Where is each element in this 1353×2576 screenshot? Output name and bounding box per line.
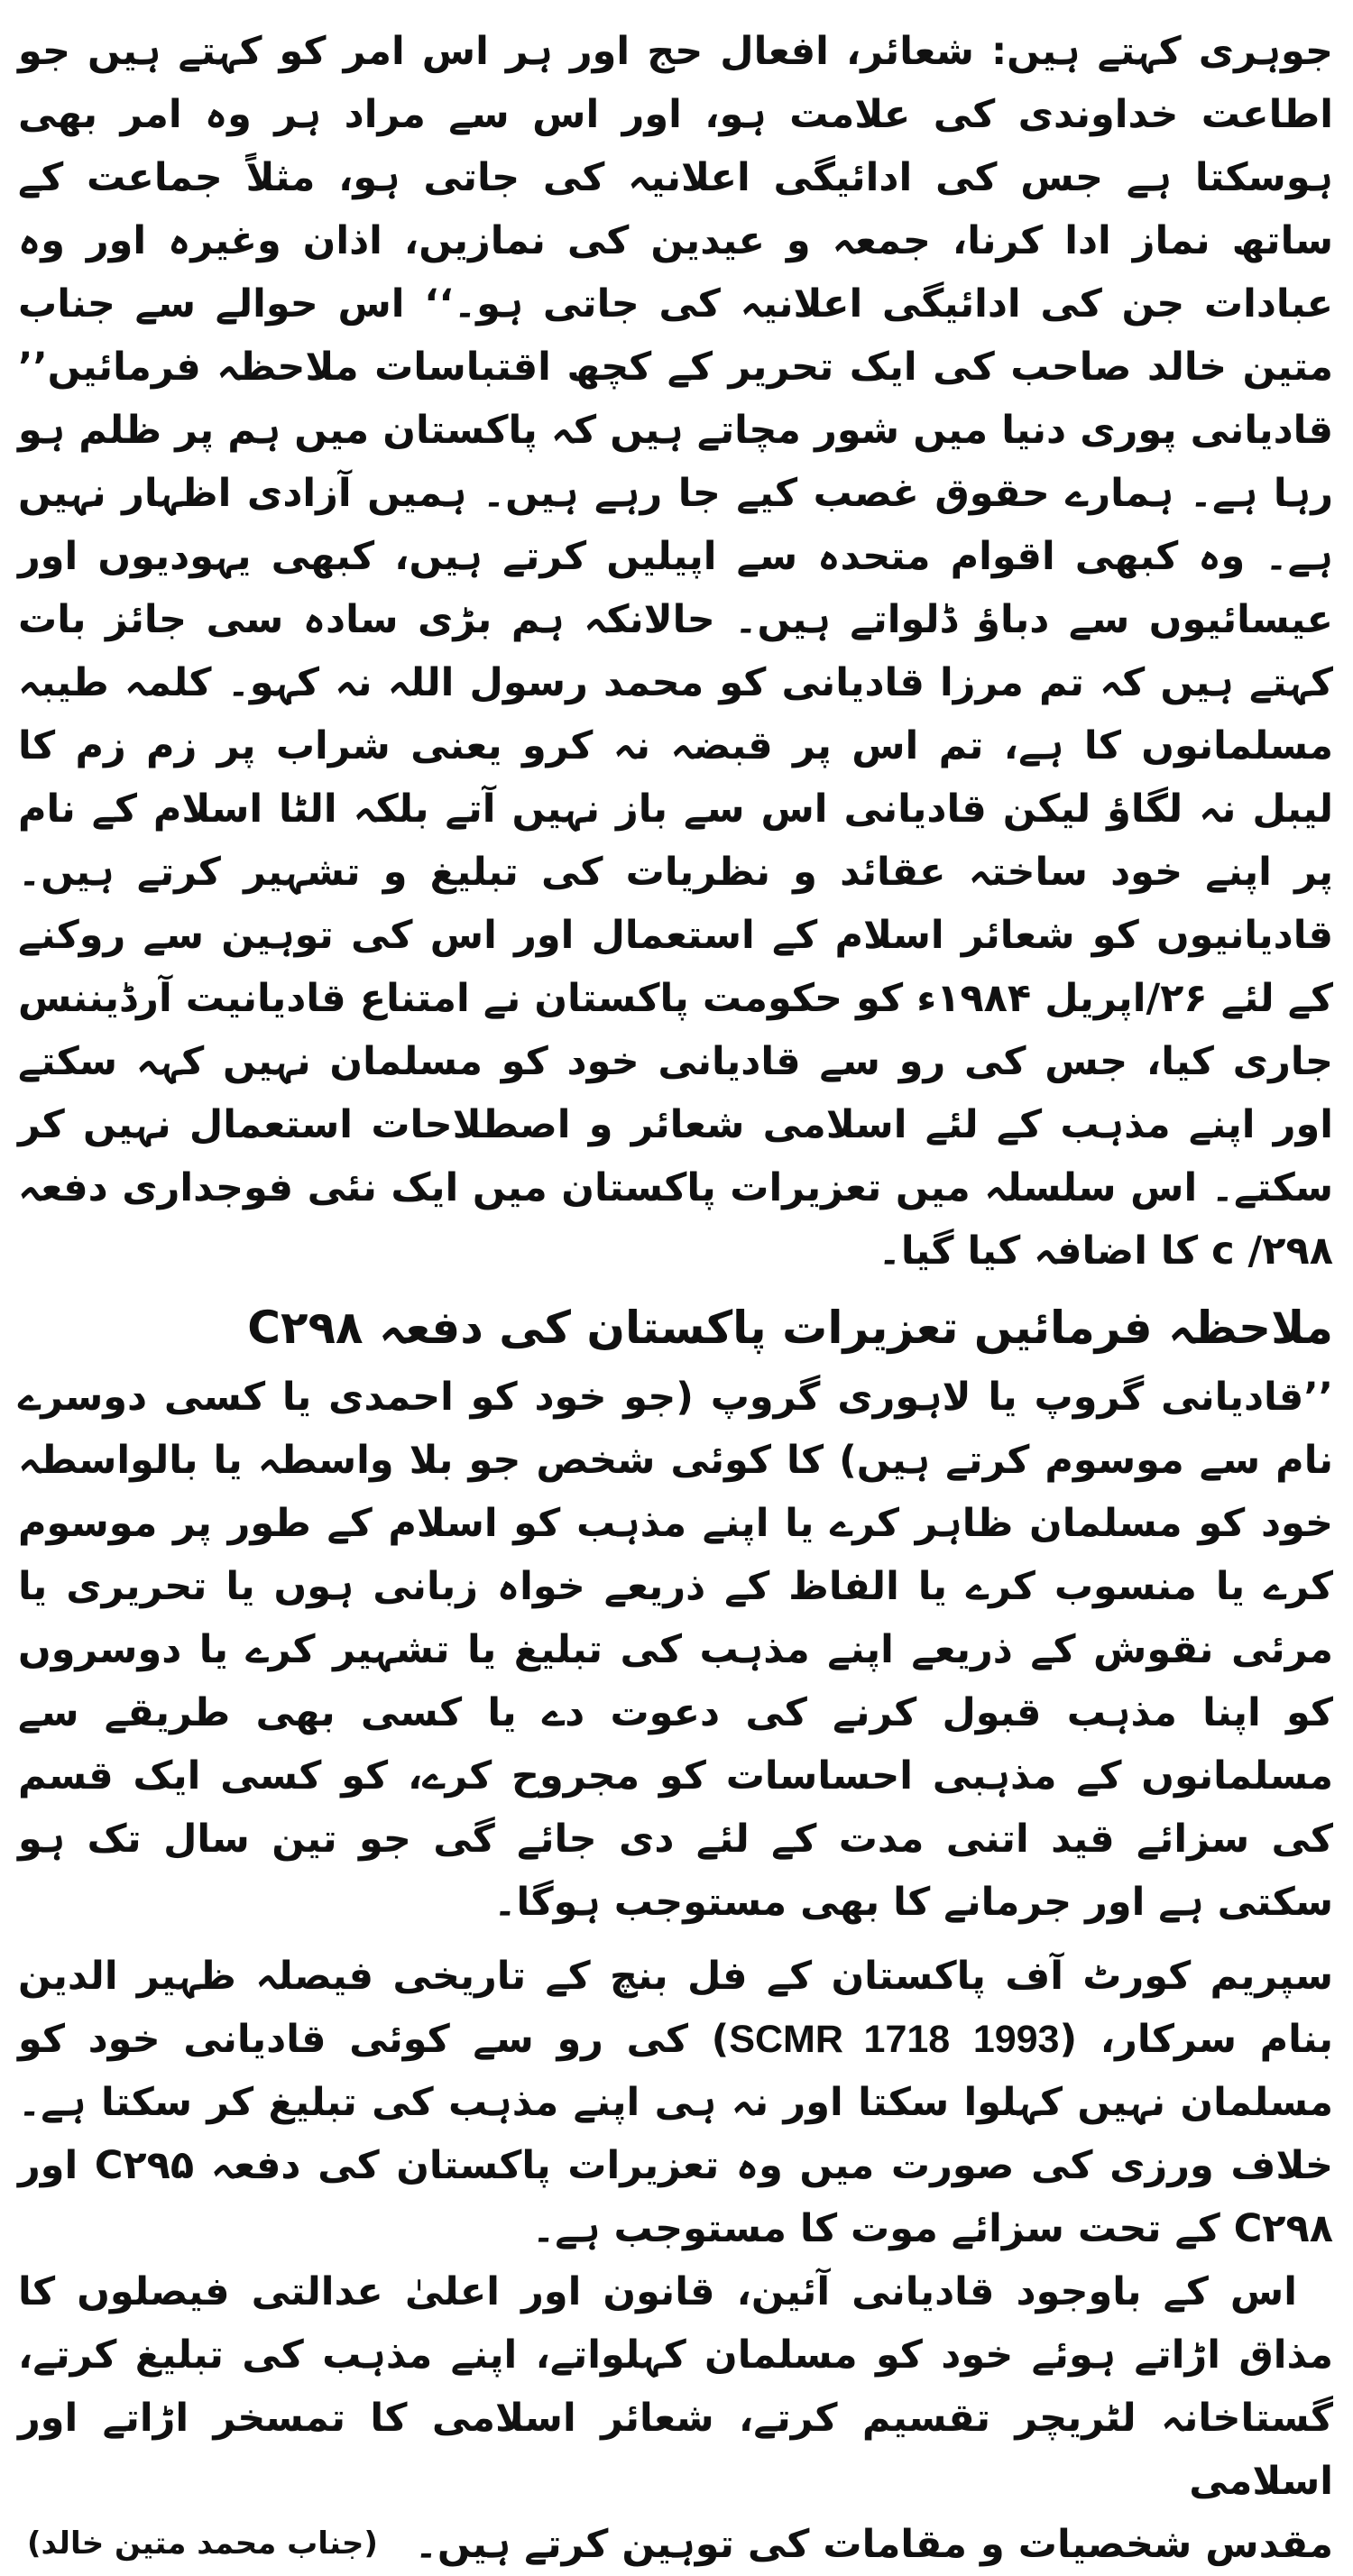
- footer-row: [18, 2513, 1333, 2576]
- legal-quote: ’’قادیانی گروپ یا لاہوری گروپ (جو خود کو احمدی یا کسی دوسرے نام سے موسوم کرتے ہیں) کا کوئی شخص جو بلا واسطہ یا بالواسطہ خود کو مسلمان ظاہر کرے یا اپنے مذہب کو اسلام کے طور پر موسوم کرے یا منسوب کرے یا الفاظ کے ذریعے خواہ زبانی ہوں یا تحریری یا مرئی نقوش کے ذریعے اپنے مذہب کی تبلیغ یا تشہیر کرے یا دوسروں کو اپنا مذہب قبول کرنے کی دعوت دے یا کسی بھی طریقے سے مسلمانوں کے مذہبی احساسات کو مجروح کرے، کو کسی ایک قسم کی سزائے قید اتنی مدت کے لئے دی جائے گی جو تین سال تک ہو سکتی ہے اور جرمانے کا بھی مستوجب ہوگا۔: [18, 1375, 1333, 1925]
- spacer: [18, 1934, 1333, 1945]
- paragraph-3: [18, 1945, 1333, 2260]
- section-heading: ملاحظہ فرمائیں تعزیرات پاکستان کی دفعہ C۲۹۸: [247, 1302, 1333, 1354]
- paragraph-1: جوہری کہتے ہیں: شعائر، افعال حج اور ہر اس امر کو کہتے ہیں جو اطاعت خداوندی کی علامت ہو، اور اس سے مراد ہر وہ امر بھی ہوسکتا ہے جس کی ادائیگی اعلانیہ کی جاتی ہو، مثلاً جماعت کے ساتھ نماز ادا کرنا، جمعہ و عیدین کی نمازیں، اذان وغیرہ اور وہ عبادات جن کی ادائیگی اعلانیہ کی جاتی ہو۔‘‘ اس حوالے سے جناب متین خالد صاحب کی ایک تحریر کے کچھ اقتباسات ملاحظہ فرمائیں’’ قادیانی پوری دنیا میں شور مچاتے ہیں کہ پاکستان میں ہم پر ظلم ہو رہا ہے۔ ہمارے حقوق غصب کیے جا رہے ہیں۔ ہمیں آزادی اظہار نہیں ہے۔ وہ کبھی اقوام متحدہ سے اپیلیں کرتے ہیں، کبھی یہودیوں اور عیسائیوں سے دباؤ ڈلواتے ہیں۔ حالانکہ ہم بڑی سادہ سی جائز بات کہتے ہیں کہ تم مرزا قادیانی کو محمد رسول اللہ نہ کہو۔ کلمہ طیبہ مسلمانوں کا ہے، تم اس پر قبضہ نہ کرو یعنی شراب پر زم زم کا لیبل نہ لگاؤ لیکن قادیانی اس سے باز نہیں آتے بلکہ الٹا اسلام کے نام پر اپنے خود ساختہ عقائد و نظریات کی تبلیغ و تشہیر کرتے ہیں۔ قادیانیوں کو شعائر اسلام کے استعمال اور اس کی توہین سے روکنے کے لئے ۲۶/اپریل ۱۹۸۴ء کو حکومت پاکستان نے امتناع قادیانیت آرڈیننس جاری کیا، جس کی رو سے قادیانی خود کو مسلمان نہیں کہہ سکتے اور اپنے مذہب کے لئے اسلامی شعائر و اصطلاحات استعمال نہیں کر سکتے۔ اس سلسلہ میں تعزیرات پاکستان میں ایک نئی فوجداری دفعہ ۲۹۸/ c کا اضافہ کیا گیا۔: [18, 29, 1333, 1274]
- paragraph-4-last-line: مقدس شخصیات و مقامات کی توہین کرتے ہیں۔: [414, 2522, 1333, 2567]
- case-citation: SCMR 1718: [729, 2018, 951, 2061]
- case-year: 1993: [972, 2018, 1060, 2061]
- paragraph-3-body: ) کی رو سے کوئی قادیانی خود کو مسلمان نہیں کہلوا سکتا اور نہ ہی اپنے مذہب کی تبلیغ کر سکتا ہے۔ خلاف ورزی کی صورت میں وہ تعزیرات پاکستان کی دفعہ C۲۹۵ اور C۲۹۸ کے تحت سزائے موت کا مستوجب ہے۔: [18, 2017, 1333, 2251]
- paragraph-3-text-start: سپریم کورٹ آف پاکستان کے فل بنچ کے تاریخی فیصلہ ظہیر الدین بنام سرکار، (: [18, 1954, 1333, 2062]
- paragraph-4: اس کے باوجود قادیانی آئین، قانون اور اعلیٰ عدالتی فیصلوں کا مذاق اڑاتے ہوئے خود کو مسلمان کہلواتے، اپنے مذہب کی تبلیغ کرتے، گستاخانہ لٹریچر تقسیم کرتے، شعائر اسلامی کا تمسخر اڑاتے اور اسلامی: [18, 2269, 1333, 2504]
- author-byline: (جناب محمد متین خالد): [27, 2525, 378, 2562]
- article-page: [18, 20, 1333, 2567]
